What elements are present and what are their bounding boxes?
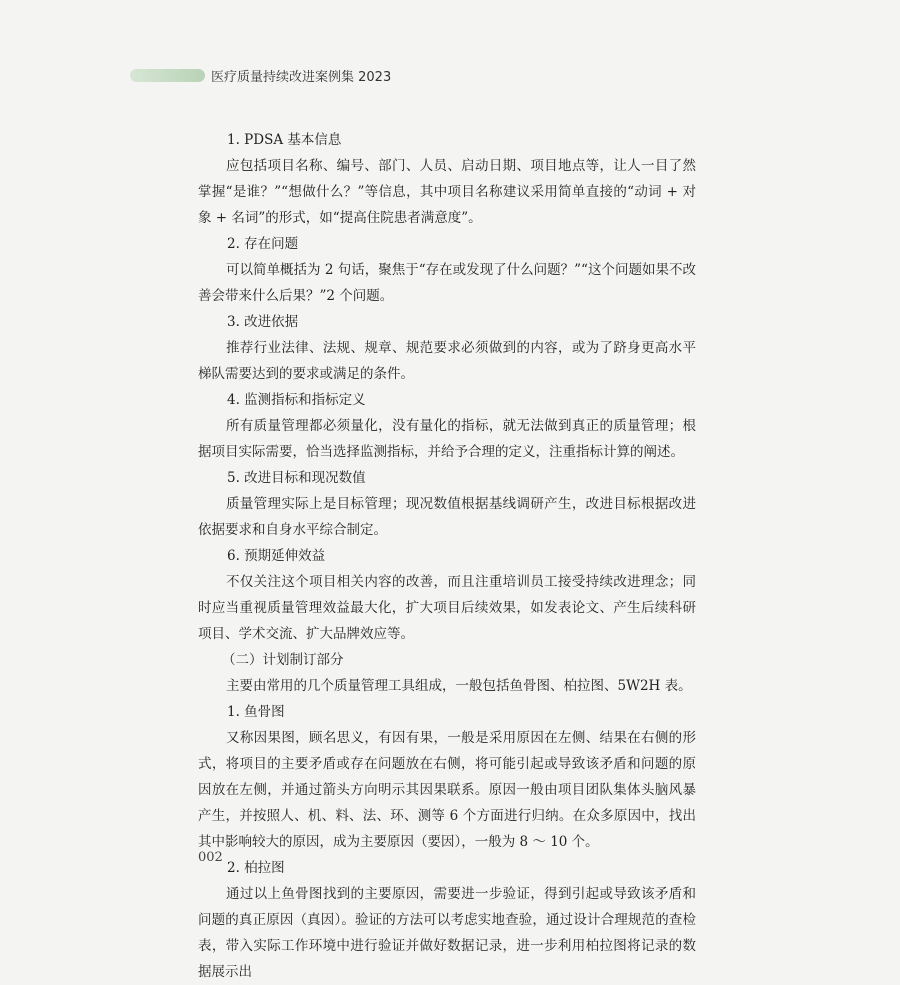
running-header-title: 医疗质量持续改进案例集 2023 [211, 70, 392, 85]
subheading: 3. 改进依据 [227, 314, 299, 330]
subheading: 6. 预期延伸效益 [227, 548, 326, 564]
subheading: 1. 鱼骨图 [227, 704, 285, 720]
subheading: 1. PDSA 基本信息 [227, 132, 342, 148]
paragraph: 通过以上鱼骨图找到的主要原因，需要进一步验证，得到引起或导致该矛盾和问题的真正原因（真因）。验证的方法可以考虑实地查验，通过设计合理规范的查检表，带入实际工作环境中进行验证并做好数据记录，进一步利用柏拉图将记录的数据展示出 [198, 886, 696, 980]
paragraph: 质量管理实际上是目标管理；现况数值根据基线调研产生，改进目标根据改进依据要求和自身水平综合制定。 [198, 496, 696, 538]
paragraph: 应包括项目名称、编号、部门、人员、启动日期、项目地点等，让人一目了然掌握“是谁？”“想做什么？”等信息，其中项目名称建议采用简单直接的“动词 + 对象 + 名词”的形式，如“提高住院患者满意度”。 [198, 158, 696, 226]
header-decoration-bar [130, 69, 205, 82]
section-heading: （二）计划制订部分 [222, 652, 344, 668]
paragraph: 不仅关注这个项目相关内容的改善，而且注重培训员工接受持续改进理念；同时应当重视质量管理效益最大化，扩大项目后续效果，如发表论文、产生后续科研项目、学术交流、扩大品牌效应等。 [198, 574, 696, 642]
subheading: 4. 监测指标和指标定义 [227, 392, 366, 408]
subheading: 5. 改进目标和现况数值 [227, 470, 366, 486]
paragraph: 可以简单概括为 2 句话，聚焦于“存在或发现了什么问题？”“这个问题如果不改善会带来什么后果？”2 个问题。 [198, 262, 696, 304]
paragraph: 推荐行业法律、法规、规章、规范要求必须做到的内容，或为了跻身更高水平梯队需要达到的要求或满足的条件。 [198, 340, 696, 382]
subheading: 2. 存在问题 [227, 236, 299, 252]
subheading: 2. 柏拉图 [227, 860, 285, 876]
paragraph: 又称因果图，顾名思义，有因有果，一般是采用原因在左侧、结果在右侧的形式，将项目的主要矛盾或存在问题放在右侧，将可能引起或导致该矛盾和问题的原因放在左侧，并通过箭头方向明示其因果联系。原因一般由项目团队集体头脑风暴产生，并按照人、机、料、法、环、测等 6 个方面进行归纳。在众多原因中，找出其中影响较大的原因，成为主要原因（要因），一般为 8 ～ 10 个。 [198, 730, 696, 850]
body-content [198, 127, 696, 985]
paragraph: 所有质量管理都必须量化，没有量化的指标，就无法做到真正的质量管理；根据项目实际需要，恰当选择监测指标，并给予合理的定义，注重指标计算的阐述。 [198, 418, 696, 460]
page-number: 002 [198, 850, 223, 865]
paragraph: 主要由常用的几个质量管理工具组成，一般包括鱼骨图、柏拉图、5W2H 表。 [226, 678, 692, 694]
